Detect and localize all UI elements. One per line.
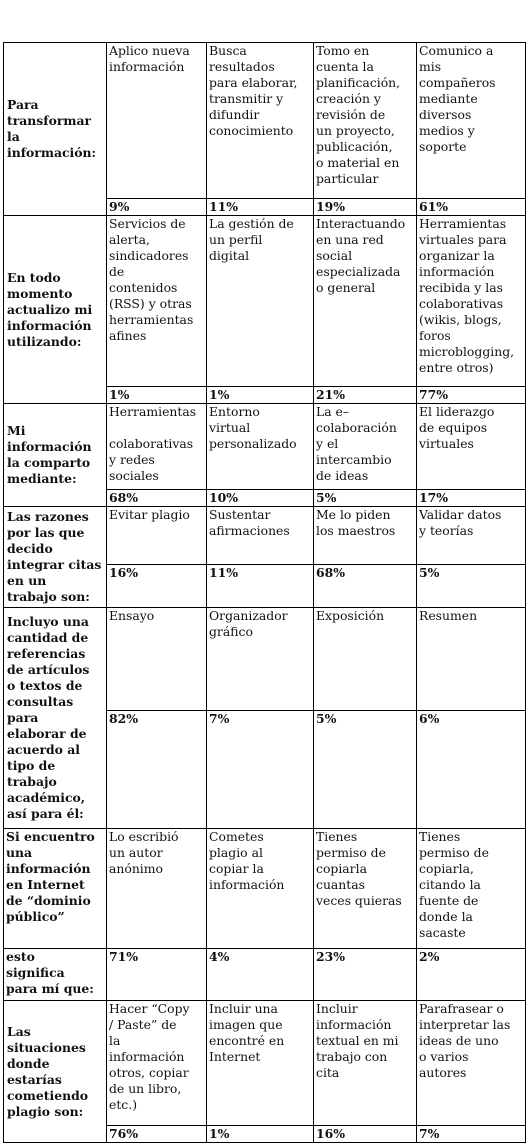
table-row (4, 949, 526, 1001)
option-cell: Incluir información textual en mi trabajo con cita (314, 1001, 417, 1126)
option-cell: Exposición (314, 608, 417, 711)
percent-cell: 6% (417, 711, 526, 829)
option-cell: Me lo piden los maestros (314, 507, 417, 565)
option-cell: Herramientas virtuales para organizar la información recibida y las colaborativas (wikis, blogs, foros microblogging, entre otros) (417, 216, 526, 387)
option-cell: Parafrasear o interpretar las ideas de uno o varios autores (417, 1001, 526, 1126)
option-cell: Incluir una imagen que encontré en Internet (207, 1001, 314, 1126)
percent-cell: 5% (314, 711, 417, 829)
percent-cell: 16% (107, 565, 207, 608)
percent-cell: 19% (314, 199, 417, 216)
row-heading: esto significa para mí que: (4, 949, 107, 1001)
percent-cell: 1% (107, 387, 207, 404)
option-cell: Tomo en cuenta la planificación, creación y revisión de un proyecto, publicación, o material en particular (314, 43, 417, 199)
row-heading: Las razones por las que decido integrar citas en un trabajo son: (4, 507, 107, 608)
option-cell: La gestión de un perfil digital (207, 216, 314, 387)
option-cell: Cometes plagio al copiar la información (207, 829, 314, 949)
percent-cell: 2% (417, 949, 526, 1001)
option-cell: Ensayo (107, 608, 207, 711)
option-cell: Evitar plagio (107, 507, 207, 565)
option-cell: Entorno virtual personalizado (207, 404, 314, 490)
table-row (4, 404, 526, 490)
table-row (4, 507, 526, 565)
percent-cell: 5% (417, 565, 526, 608)
option-cell: Interactuando en una red social especializada o general (314, 216, 417, 387)
option-cell: La e– colaboración y el intercambio de ideas (314, 404, 417, 490)
percent-cell: 4% (207, 949, 314, 1001)
option-cell: Hacer “Copy / Paste” de la información otros, copiar de un libro, etc.) (107, 1001, 207, 1126)
option-cell: Herramientas colaborativas y redes sociales (107, 404, 207, 490)
percent-cell: 10% (207, 490, 314, 507)
percent-cell: 9% (107, 199, 207, 216)
percent-cell: 1% (207, 1126, 314, 1143)
percent-cell: 82% (107, 711, 207, 829)
percent-cell: 23% (314, 949, 417, 1001)
option-cell: Tienes permiso de copiarla, citando la fuente de donde la sacaste (417, 829, 526, 949)
table-row (4, 43, 526, 199)
percent-cell: 71% (107, 949, 207, 1001)
row-heading: Mi información la comparto mediante: (4, 404, 107, 507)
option-cell: Sustentar afirmaciones (207, 507, 314, 565)
percent-cell: 61% (417, 199, 526, 216)
table-row (4, 1001, 526, 1126)
percent-cell: 76% (107, 1126, 207, 1143)
percent-cell: 11% (207, 565, 314, 608)
option-cell: Validar datos y teorías (417, 507, 526, 565)
table-row (4, 216, 526, 387)
option-cell: Lo escribió un autor anónimo (107, 829, 207, 949)
option-cell: Busca resultados para elaborar, transmitir y difundir conocimiento (207, 43, 314, 199)
option-cell: Tienes permiso de copiarla cuantas veces quieras (314, 829, 417, 949)
percent-cell: 7% (417, 1126, 526, 1143)
percent-cell: 68% (107, 490, 207, 507)
row-heading: Las situaciones donde estarías cometiendo plagio son: (4, 1001, 107, 1143)
survey-table (3, 42, 526, 1143)
percent-cell: 17% (417, 490, 526, 507)
percent-cell: 7% (207, 711, 314, 829)
row-heading: En todo momento actualizo mi información utilizando: (4, 216, 107, 404)
row-heading: Para transformar la información: (4, 43, 107, 216)
option-cell: Organizador gráfico (207, 608, 314, 711)
table-row (4, 608, 526, 711)
option-cell: Comunico a mis compañeros mediante diversos medios y soporte (417, 43, 526, 199)
percent-cell: 5% (314, 490, 417, 507)
option-cell: El liderazgo de equipos virtuales (417, 404, 526, 490)
percent-cell: 1% (207, 387, 314, 404)
row-heading: Incluyo una cantidad de referencias de artículos o textos de consultas para elaborar de acuerdo al tipo de trabajo académico, así para él: (4, 608, 107, 829)
percent-cell: 11% (207, 199, 314, 216)
table-row (4, 829, 526, 949)
option-cell: Servicios de alerta, sindicadores de contenidos (RSS) y otras herramientas afines (107, 216, 207, 387)
percent-cell: 21% (314, 387, 417, 404)
row-heading: Si encuentro una información en Internet de “dominio público” (4, 829, 107, 949)
option-cell: Aplico nueva información (107, 43, 207, 199)
percent-cell: 16% (314, 1126, 417, 1143)
percent-cell: 77% (417, 387, 526, 404)
percent-cell: 68% (314, 565, 417, 608)
option-cell: Resumen (417, 608, 526, 711)
